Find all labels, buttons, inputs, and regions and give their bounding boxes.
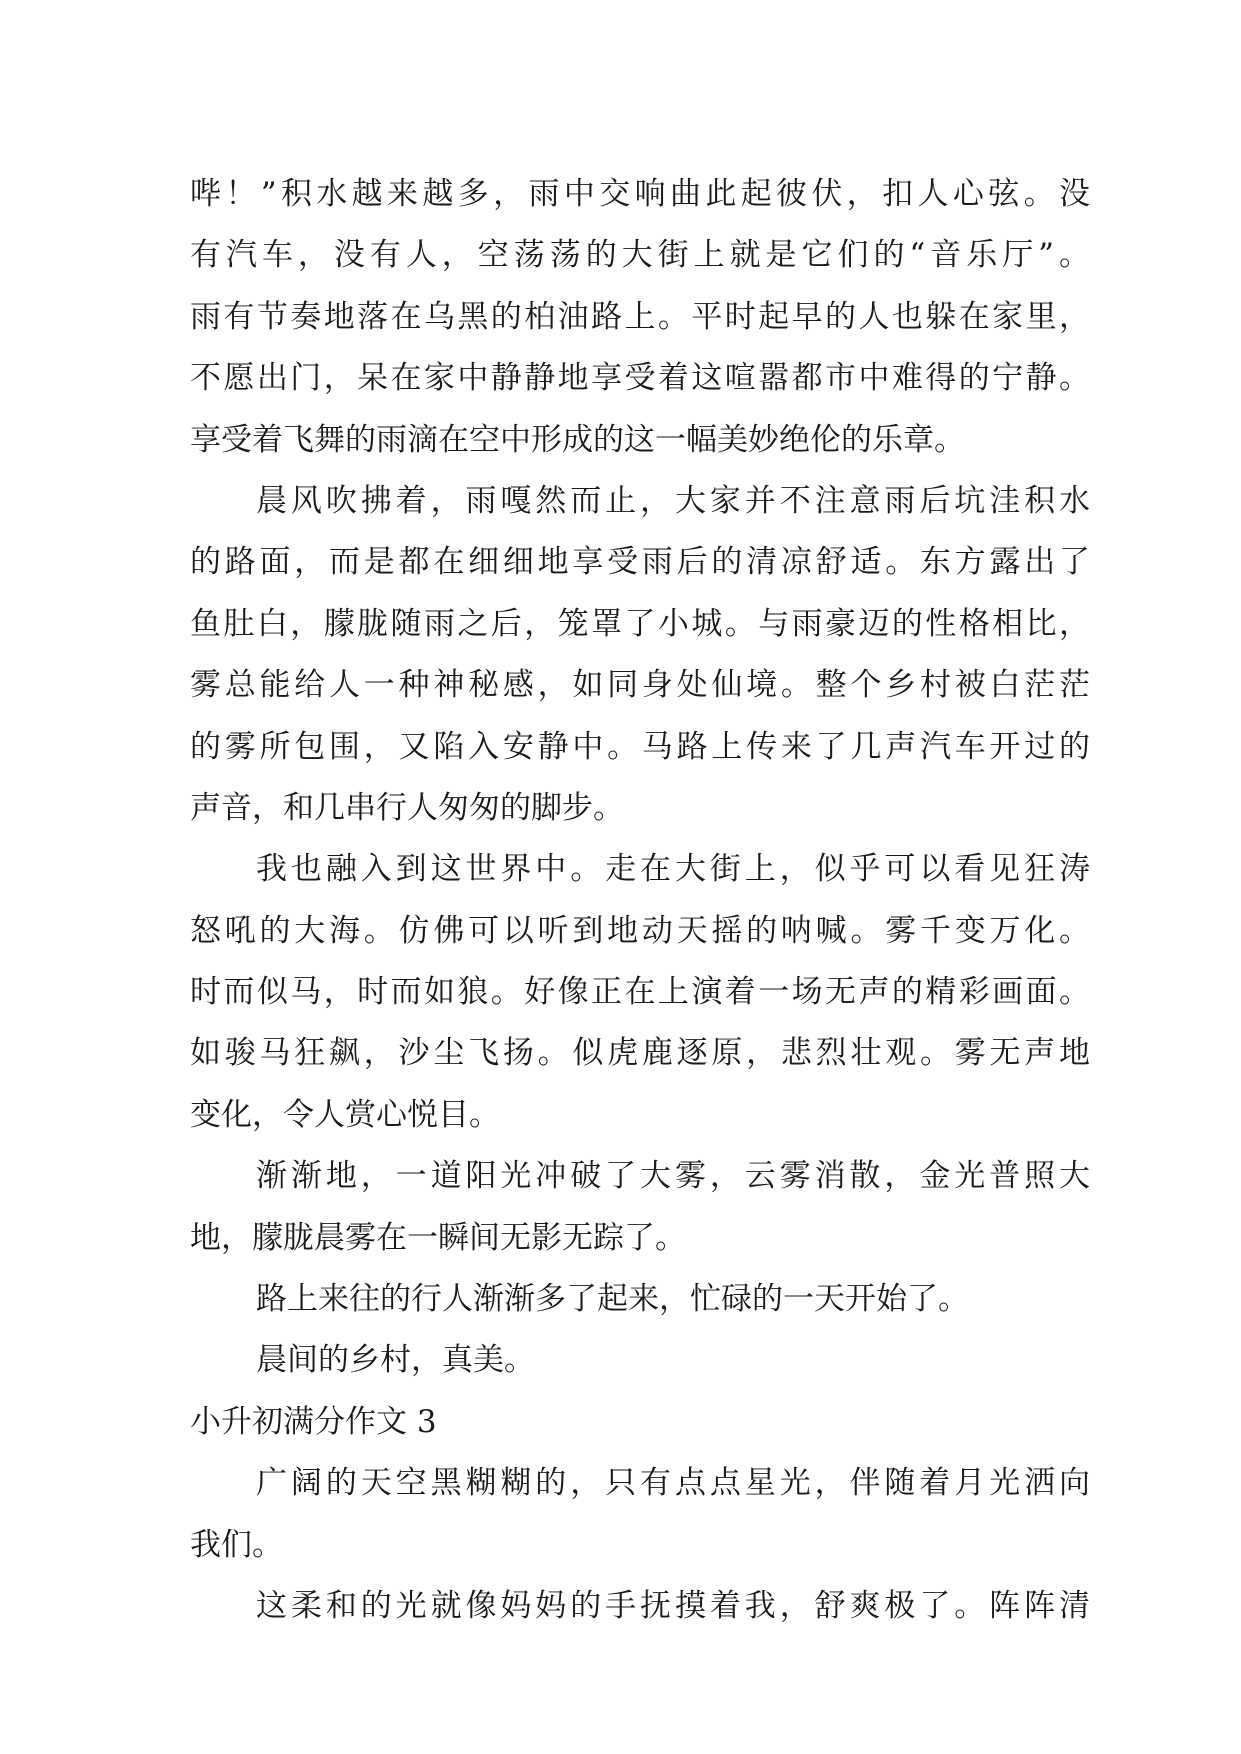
text-line: 享受着飞舞的雨滴在空中形成的这一幅美妙绝伦的乐章。 [190, 421, 965, 458]
text-line: 的雾所包围，又陷入安静中。马路上传来了几声汽车开过的 [190, 728, 1090, 765]
text-line: 如骏马狂飙，沙尘飞扬。似虎鹿逐原，悲烈壮观。雾无声地 [190, 1035, 1090, 1072]
text-line: 雨有节奏地落在乌黑的柏油路上。平时起早的人也躲在家里， [190, 298, 1090, 335]
paragraph-first-line: 路上来往的行人渐渐多了起来，忙碌的一天开始了。 [256, 1281, 969, 1318]
text-line: 时而似马，时而如狼。好像正在上演着一场无声的精彩画面。 [190, 974, 1090, 1011]
text-line: 怒吼的大海。仿佛可以听到地动天摇的呐喊。雾千变万化。 [190, 912, 1090, 949]
paragraph-first-line: 渐渐地，一道阳光冲破了大雾，云雾消散，金光普照大 [256, 1158, 1090, 1195]
text-line: 变化，令人赏心悦目。 [190, 1096, 500, 1133]
text-line: 地，朦胧晨雾在一瞬间无影无踪了。 [190, 1219, 686, 1256]
paragraph-first-line: 我也融入到这世界中。走在大街上，似乎可以看见狂涛 [256, 851, 1090, 888]
text-line: 雾总能给人一种神秘感，如同身处仙境。整个乡村被白茫茫 [190, 667, 1090, 704]
paragraph-first-line: 晨风吹拂着，雨嘎然而止，大家并不注意雨后坑洼积水 [256, 482, 1090, 519]
text-line: 鱼肚白，朦胧随雨之后，笼罩了小城。与雨豪迈的性格相比， [190, 605, 1090, 642]
paragraph-first-line: 这柔和的光就像妈妈的手抚摸着我，舒爽极了。阵阵清 [256, 1587, 1090, 1624]
text-line: 我们。 [190, 1526, 283, 1563]
text-line: 的路面，而是都在细细地享受雨后的清凉舒适。东方露出了 [190, 544, 1090, 581]
paragraph-first-line: 广阔的天空黑糊糊的，只有点点星光，伴随着月光洒向 [256, 1465, 1090, 1502]
text-line: 哔！”积水越来越多，雨中交响曲此起彼伏，扣人心弦。没 [190, 176, 1090, 212]
text-line: 声音，和几串行人匆匆的脚步。 [190, 789, 624, 826]
section-heading: 小升初满分作文 3 [190, 1403, 437, 1440]
paragraph-first-line: 晨间的乡村，真美。 [256, 1342, 535, 1379]
text-line: 不愿出门，呆在家中静静地享受着这喧嚣都市中难得的宁静。 [190, 360, 1090, 397]
document-body [190, 164, 1090, 1637]
text-line: 有汽车，没有人，空荡荡的大街上就是它们的“音乐厅”。 [190, 237, 1090, 274]
